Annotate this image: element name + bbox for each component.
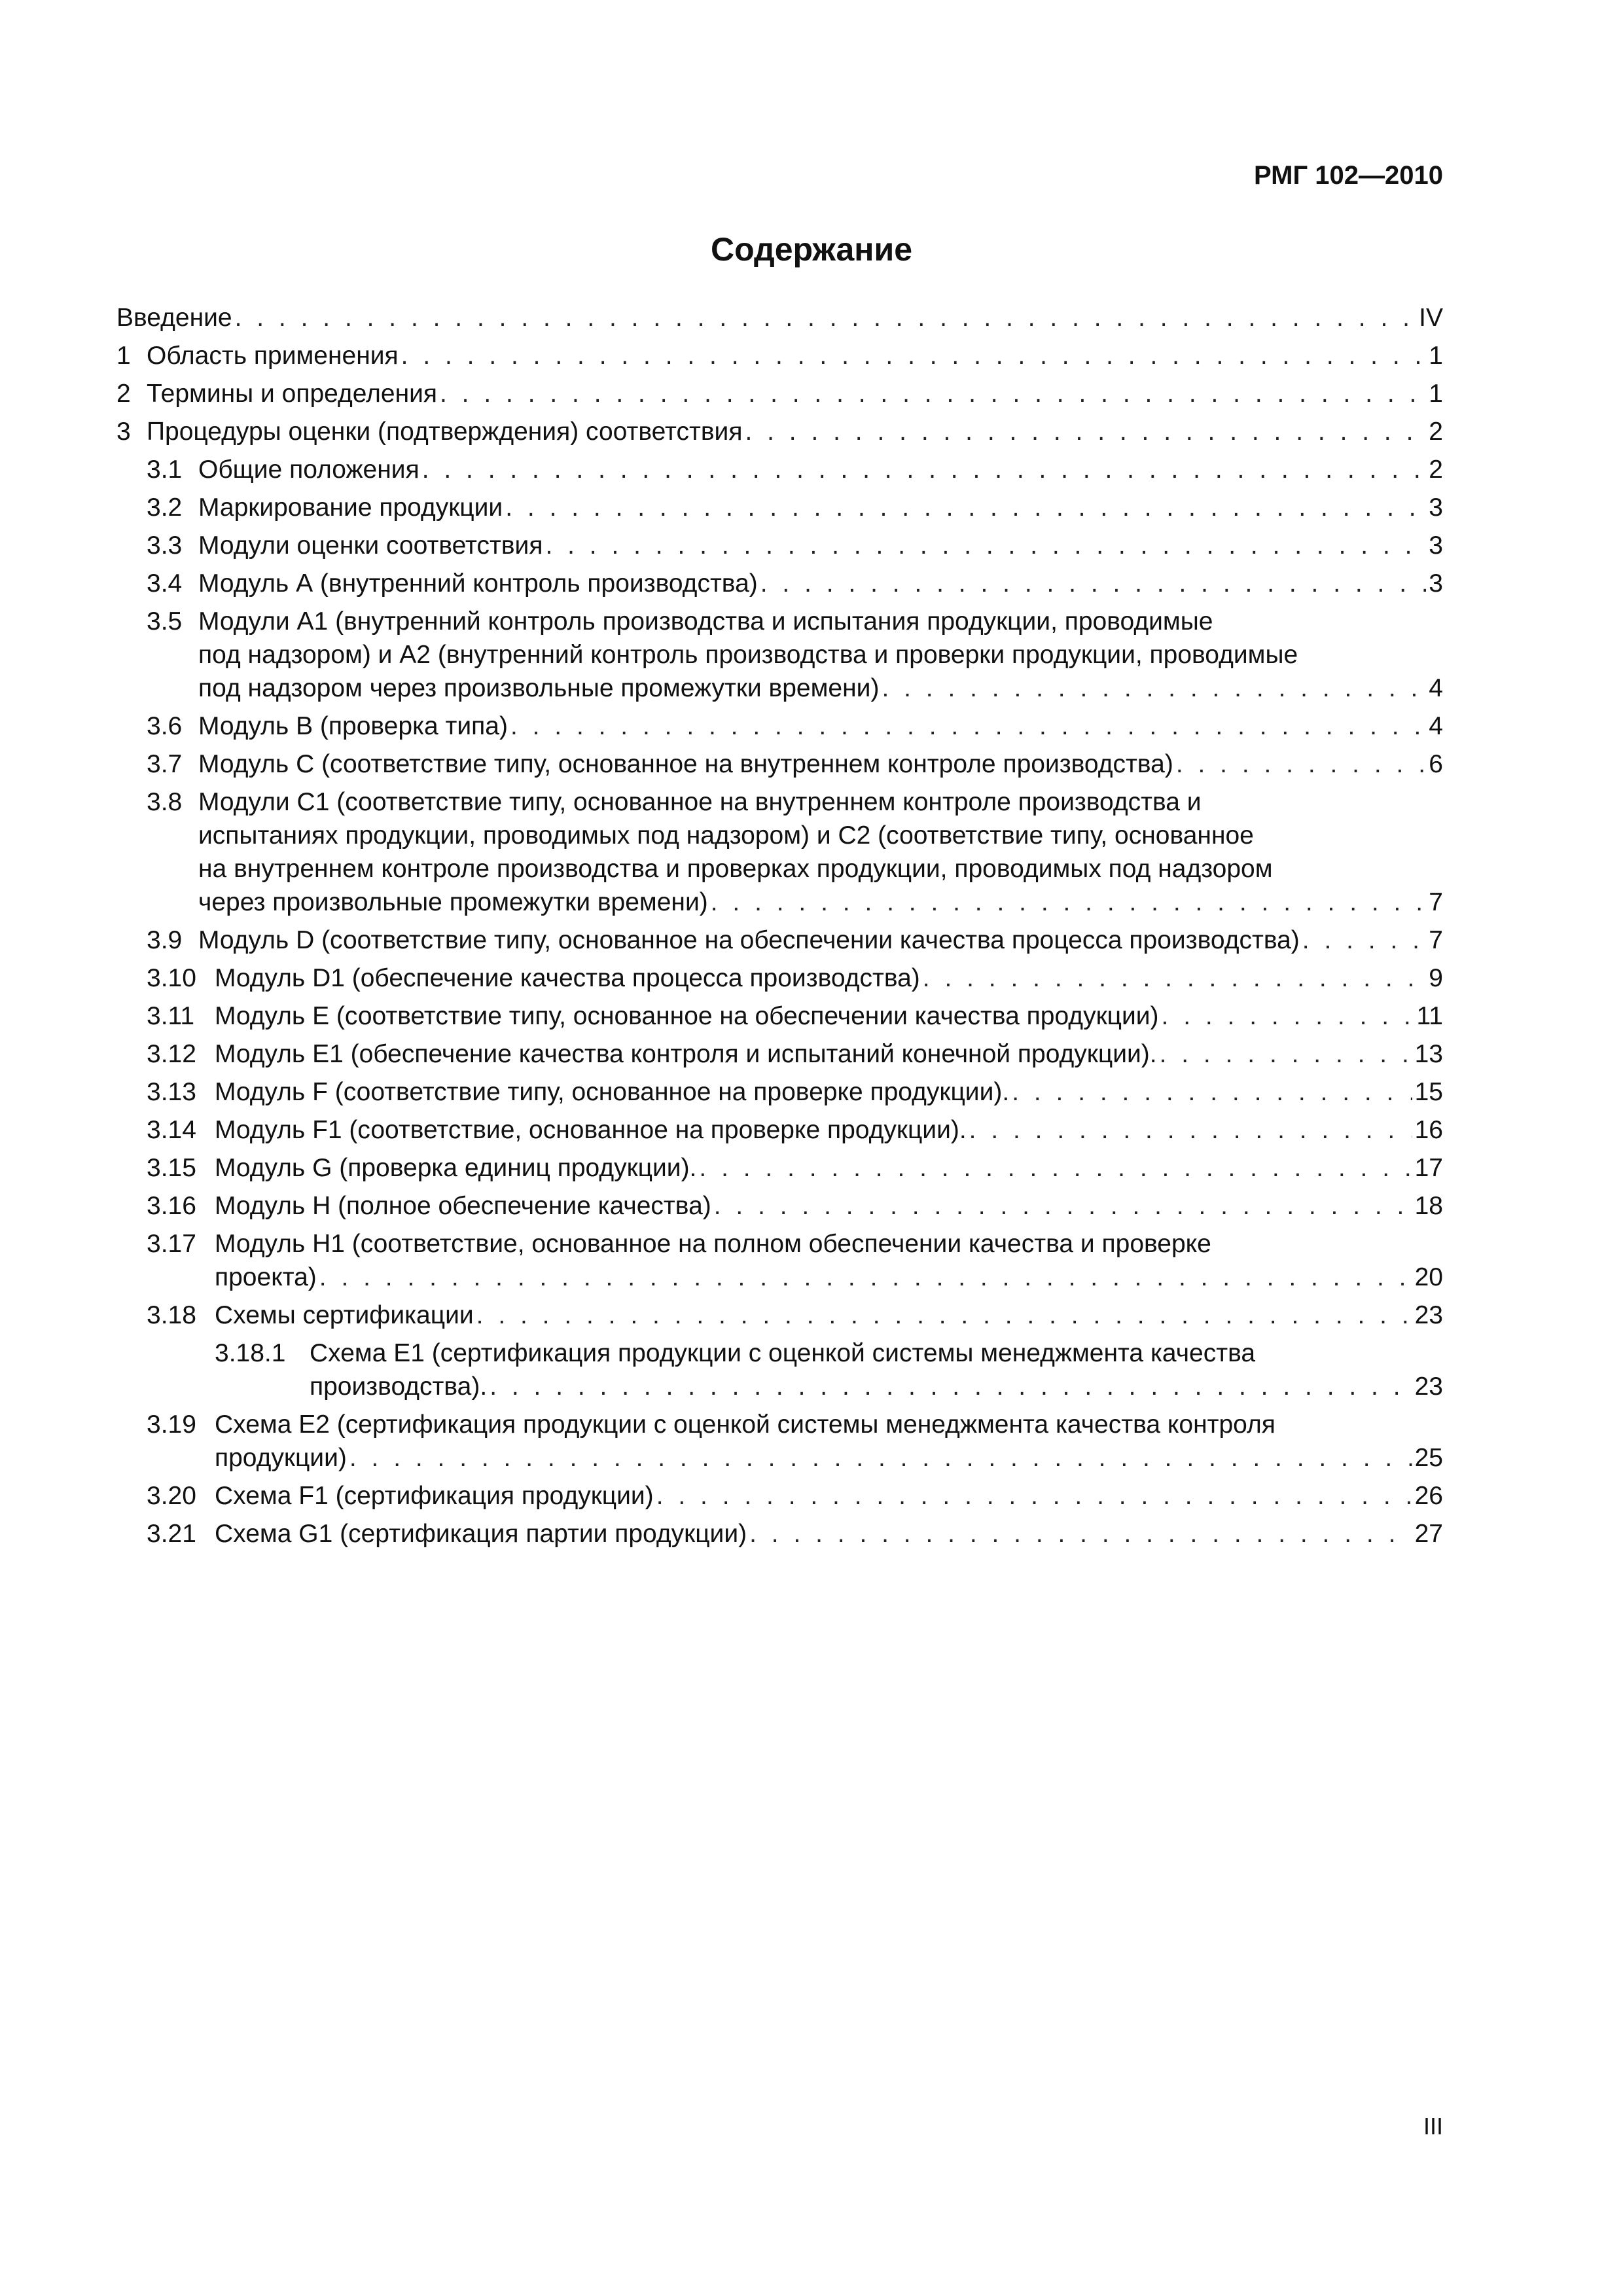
toc-entry[interactable] <box>116 529 1443 562</box>
toc-entry-page: 23 <box>1414 1372 1443 1401</box>
toc-entry-text: Модуль F1 (соответствие, основанное на проверке продукции). <box>215 1116 967 1144</box>
toc-entry-page: 13 <box>1414 1040 1443 1068</box>
toc-entry-text: Модуль Е (соответствие типу, основанное на обеспечении качества продукции) <box>215 1002 1159 1030</box>
toc-entry-text: продукции) <box>215 1444 347 1472</box>
toc-entry-number: 3.18.1 <box>215 1339 286 1367</box>
toc-entry-text: Схемы сертификации <box>215 1301 474 1329</box>
toc-entry-page: 26 <box>1414 1482 1443 1510</box>
toc-entry-text: Модуль D1 (обеспечение качества процесса производства) <box>215 964 920 992</box>
toc-entry-number: 3.11 <box>147 1002 195 1030</box>
toc-entry-text: под надзором) и А2 (внутренний контроль производства и проверки продукции, проводимые <box>198 641 1298 669</box>
dot-leader <box>510 709 1426 743</box>
toc-entry-text: Модуль F (соответствие типу, основанное на проверке продукции). <box>215 1078 1010 1106</box>
toc-entry-text: Маркирование продукции <box>198 493 503 522</box>
toc-entry-number: 3.16 <box>147 1192 196 1220</box>
toc-entry-page: 11 <box>1416 1002 1443 1030</box>
toc-entry-text: Модуль А (внутренний контроль производства) <box>198 569 758 598</box>
toc-entry-number: 3.9 <box>147 926 183 954</box>
dot-leader <box>760 567 1427 600</box>
toc-entry-page: 27 <box>1414 1520 1443 1548</box>
toc-entry-text: Модуль Н (полное обеспечение качества) <box>215 1192 711 1220</box>
toc-entry[interactable] <box>116 339 1443 372</box>
toc-entry-text: Введение <box>116 304 232 332</box>
toc-entry-text: Модуль Н1 (соответствие, основанное на полном обеспечении качества и проверке <box>215 1230 1211 1258</box>
toc-entry[interactable] <box>116 1037 1443 1071</box>
dot-leader <box>422 453 1427 486</box>
toc-entry-number: 3 <box>116 418 131 446</box>
toc-entry[interactable] <box>116 961 1443 995</box>
toc-entry-page: 9 <box>1429 964 1443 992</box>
toc-entry-page: 3 <box>1429 493 1443 522</box>
toc-entry-number: 3.13 <box>147 1078 196 1106</box>
toc-entry-number: 3.8 <box>147 788 183 816</box>
toc-entry-number: 3.19 <box>147 1410 196 1439</box>
toc-entry-number: 3.12 <box>147 1040 196 1068</box>
toc-entry[interactable] <box>116 1336 1443 1403</box>
toc-entry-text: Термины и определения <box>147 380 438 408</box>
document-code: РМГ 102—2010 <box>1254 161 1443 190</box>
toc-entry-text: Область применения <box>147 342 399 370</box>
toc-entry-number: 3.7 <box>147 750 183 778</box>
toc-entry-number: 2 <box>116 380 131 408</box>
toc-entry-page: 20 <box>1414 1263 1443 1291</box>
toc-entry-text: Модуль G (проверка единиц продукции). <box>215 1154 697 1182</box>
dot-leader <box>1302 924 1427 957</box>
toc-entry-text: Модули оценки соответствия <box>198 531 543 560</box>
toc-entry-text: проекта) <box>215 1263 317 1291</box>
dot-leader <box>882 672 1426 705</box>
toc-entry-text: на внутреннем контроле производства и проверках продукции, проводимых под надзором <box>198 855 1273 883</box>
toc-entry-page: 7 <box>1429 888 1443 916</box>
dot-leader <box>749 1517 1412 1551</box>
dot-leader <box>1162 999 1414 1033</box>
dot-leader <box>714 1189 1412 1223</box>
toc-entry-number: 3.15 <box>147 1154 196 1182</box>
toc-entry-page: 1 <box>1429 380 1443 408</box>
toc-entry-page: 7 <box>1429 926 1443 954</box>
toc-entry[interactable] <box>116 999 1443 1033</box>
toc-entry[interactable] <box>116 301 1443 334</box>
dot-leader <box>1176 747 1426 781</box>
dot-leader <box>476 1299 1412 1332</box>
toc-entry-page: 3 <box>1429 569 1443 598</box>
toc-entry-number: 3.21 <box>147 1520 196 1548</box>
toc-entry-page: IV <box>1419 304 1443 332</box>
dot-leader <box>699 1151 1412 1185</box>
toc-entry-page: 1 <box>1429 342 1443 370</box>
toc-entry[interactable] <box>116 377 1443 410</box>
toc-entry[interactable] <box>116 453 1443 486</box>
toc-entry-number: 3.10 <box>147 964 196 992</box>
toc-entry-number: 3.18 <box>147 1301 196 1329</box>
toc-entry-page: 18 <box>1414 1192 1443 1220</box>
toc-entry[interactable] <box>116 1075 1443 1109</box>
toc-entry-number: 3.2 <box>147 493 183 522</box>
toc-entry-number: 3.20 <box>147 1482 196 1510</box>
dot-leader <box>745 415 1426 448</box>
toc-entry-number: 3.6 <box>147 712 183 740</box>
toc-entry-number: 3.5 <box>147 607 183 636</box>
page-number: III <box>1423 2113 1443 2140</box>
toc-entry-page: 2 <box>1429 456 1443 484</box>
toc-entry[interactable] <box>116 1517 1443 1551</box>
dot-leader <box>440 377 1426 410</box>
toc-entry[interactable] <box>116 785 1443 919</box>
dot-leader <box>1160 1037 1412 1071</box>
toc-entry[interactable] <box>116 924 1443 957</box>
toc-entry[interactable] <box>116 709 1443 743</box>
toc-entry[interactable] <box>116 747 1443 781</box>
toc-entry-text: Модуль В (проверка типа) <box>198 712 508 740</box>
dot-leader <box>656 1479 1412 1513</box>
toc-entry[interactable] <box>116 605 1443 705</box>
toc-entry-text: Схема F1 (сертификация продукции) <box>215 1482 654 1510</box>
table-of-contents <box>116 301 1443 1555</box>
toc-entry-text: Модуль С (соответствие типу, основанное на внутреннем контроле производства) <box>198 750 1173 778</box>
toc-entry-text: под надзором через произвольные промежутки времени) <box>198 674 880 702</box>
toc-entry[interactable] <box>116 1408 1443 1475</box>
toc-entry[interactable] <box>116 1113 1443 1147</box>
toc-entry-number: 3.3 <box>147 531 183 560</box>
toc-entry-text: Модуль Е1 (обеспечение качества контроля и испытаний конечной продукции). <box>215 1040 1157 1068</box>
toc-entry-page: 4 <box>1429 674 1443 702</box>
toc-entry[interactable] <box>116 415 1443 448</box>
toc-entry-number: 3.1 <box>147 456 183 484</box>
toc-entry-text: Модули С1 (соответствие типу, основанное на внутреннем контроле производства и <box>198 788 1202 816</box>
toc-entry-text: Общие положения <box>198 456 419 484</box>
toc-entry[interactable] <box>116 1227 1443 1294</box>
toc-entry-text: Схема Е2 (сертификация продукции с оценкой системы менеджмента качества контроля <box>215 1410 1275 1439</box>
toc-entry-page: 3 <box>1429 531 1443 560</box>
dot-leader <box>711 886 1427 919</box>
toc-entry[interactable] <box>116 567 1443 600</box>
toc-entry-text: Схема Е1 (сертификация продукции с оценкой системы менеджмента качества <box>310 1339 1256 1367</box>
toc-entry-page: 15 <box>1414 1078 1443 1106</box>
dot-leader <box>1012 1075 1412 1109</box>
toc-entry-text: через произвольные промежутки времени) <box>198 888 708 916</box>
dot-leader <box>319 1261 1412 1294</box>
toc-entry[interactable] <box>116 1189 1443 1223</box>
dot-leader <box>349 1441 1412 1475</box>
toc-entry-page: 16 <box>1414 1116 1443 1144</box>
toc-entry-number: 3.14 <box>147 1116 196 1144</box>
dot-leader <box>505 491 1426 524</box>
toc-entry-page: 4 <box>1429 712 1443 740</box>
toc-entry-page: 6 <box>1429 750 1443 778</box>
dot-leader <box>923 961 1427 995</box>
toc-entry[interactable] <box>116 1299 1443 1332</box>
dot-leader <box>969 1113 1412 1147</box>
toc-entry-number: 3.4 <box>147 569 183 598</box>
toc-entry-page: 17 <box>1414 1154 1443 1182</box>
dot-leader <box>490 1370 1412 1403</box>
dot-leader <box>401 339 1427 372</box>
toc-entry-text: производства). <box>310 1372 488 1401</box>
toc-entry[interactable] <box>116 491 1443 524</box>
dot-leader <box>235 301 1417 334</box>
toc-entry-number: 3.17 <box>147 1230 196 1258</box>
toc-entry-page: 23 <box>1414 1301 1443 1329</box>
toc-entry-text: испытаниях продукции, проводимых под надзором) и С2 (соответствие типу, основанное <box>198 821 1254 850</box>
page-title: Содержание <box>710 231 913 268</box>
toc-entry[interactable] <box>116 1151 1443 1185</box>
toc-entry-page: 2 <box>1429 418 1443 446</box>
dot-leader <box>545 529 1426 562</box>
toc-entry-page: 25 <box>1414 1444 1443 1472</box>
toc-entry[interactable] <box>116 1479 1443 1513</box>
toc-entry-number: 1 <box>116 342 131 370</box>
toc-entry-text: Процедуры оценки (подтверждения) соответствия <box>147 418 743 446</box>
toc-entry-text: Модуль D (соответствие типу, основанное на обеспечении качества процесса производства) <box>198 926 1300 954</box>
toc-entry-text: Модули А1 (внутренний контроль производства и испытания продукции, проводимые <box>198 607 1213 636</box>
toc-entry-text: Схема G1 (сертификация партии продукции) <box>215 1520 747 1548</box>
